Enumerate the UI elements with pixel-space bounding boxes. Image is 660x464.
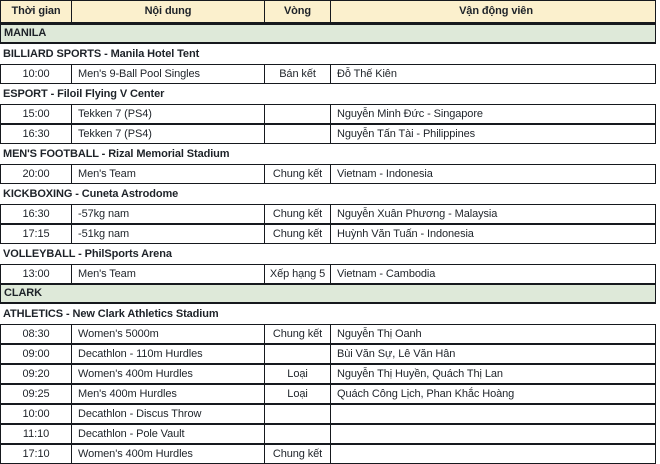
athletes-cell: Quách Công Lịch, Phan Khắc Hoàng bbox=[337, 387, 515, 400]
content-cell: Tekken 7 (PS4) bbox=[72, 105, 265, 123]
round-cell: Chung kết bbox=[265, 165, 331, 183]
time-cell: 10:00 bbox=[1, 405, 72, 423]
content-cell: Men's 9-Ball Pool Singles bbox=[72, 65, 265, 83]
content-cell: Women's 400m Hurdles bbox=[72, 445, 265, 463]
sport-section-row bbox=[0, 44, 656, 64]
athletes-cell bbox=[331, 405, 655, 423]
column-header-content: Nội dung bbox=[72, 1, 265, 22]
schedule-row bbox=[0, 364, 656, 384]
time-cell: 09:25 bbox=[1, 385, 72, 403]
athletes-cell: Nguyễn Thị Oanh bbox=[337, 327, 422, 340]
round-cell bbox=[265, 425, 331, 443]
content-cell: Decathlon - 110m Hurdles bbox=[72, 345, 265, 363]
sport-section-label: KICKBOXING - Cuneta Astrodome bbox=[3, 187, 179, 200]
athletes-cell: Nguyễn Tấn Tài - Philippines bbox=[337, 127, 476, 140]
time-cell: 08:30 bbox=[1, 325, 72, 343]
schedule-body bbox=[0, 24, 656, 464]
athletes-cell: Nguyễn Minh Đức - Singapore bbox=[337, 107, 483, 120]
schedule-row bbox=[0, 264, 656, 284]
region-row bbox=[0, 24, 656, 44]
schedule-row bbox=[0, 344, 656, 364]
time-cell: 17:10 bbox=[1, 445, 72, 463]
content-cell: -51kg nam bbox=[72, 225, 265, 243]
column-header-round: Vòng bbox=[265, 1, 331, 22]
content-cell: Tekken 7 (PS4) bbox=[72, 125, 265, 143]
column-header-time: Thời gian bbox=[1, 1, 72, 22]
region-label: MANILA bbox=[4, 27, 47, 39]
athletes-cell bbox=[331, 445, 655, 463]
time-cell: 17:15 bbox=[1, 225, 72, 243]
sport-section-label: MEN'S FOOTBALL - Rizal Memorial Stadium bbox=[3, 147, 230, 160]
content-cell: Decathlon - Discus Throw bbox=[72, 405, 265, 423]
schedule-row bbox=[0, 224, 656, 244]
time-cell: 20:00 bbox=[1, 165, 72, 183]
schedule-row bbox=[0, 324, 656, 344]
sport-section-row bbox=[0, 84, 656, 104]
content-cell: Women's 5000m bbox=[72, 325, 265, 343]
time-cell: 11:10 bbox=[1, 425, 72, 443]
sport-section-label: VOLLEYBALL - PhilSports Arena bbox=[3, 247, 172, 260]
round-cell: Loại bbox=[265, 365, 331, 383]
time-cell: 15:00 bbox=[1, 105, 72, 123]
athletes-cell: Huỳnh Văn Tuấn - Indonesia bbox=[337, 227, 474, 240]
sport-section-label: ATHLETICS - New Clark Athletics Stadium bbox=[3, 307, 219, 320]
schedule-row bbox=[0, 104, 656, 124]
content-cell: Men's Team bbox=[72, 165, 265, 183]
round-cell bbox=[265, 345, 331, 363]
schedule-row bbox=[0, 404, 656, 424]
content-cell: Men's Team bbox=[72, 265, 265, 283]
content-cell: Men's 400m Hurdles bbox=[72, 385, 265, 403]
athletes-cell bbox=[331, 425, 655, 443]
time-cell: 10:00 bbox=[1, 65, 72, 83]
round-cell: Loại bbox=[265, 385, 331, 403]
region-label: CLARK bbox=[4, 287, 42, 299]
round-cell: Chung kết bbox=[265, 225, 331, 243]
athletes-cell: Nguyễn Thị Huyền, Quách Thị Lan bbox=[337, 367, 503, 380]
round-cell: Chung kết bbox=[265, 205, 331, 223]
sport-section-row bbox=[0, 144, 656, 164]
athletes-cell: Vietnam - Indonesia bbox=[337, 167, 433, 180]
region-row bbox=[0, 284, 656, 304]
column-header-athletes: Vận động viên bbox=[459, 5, 533, 17]
athletes-cell: Vietnam - Cambodia bbox=[337, 267, 436, 280]
schedule-row bbox=[0, 164, 656, 184]
time-cell: 13:00 bbox=[1, 265, 72, 283]
athletes-cell: Đỗ Thế Kiên bbox=[337, 67, 397, 80]
content-cell: Women's 400m Hurdles bbox=[72, 365, 265, 383]
time-cell: 16:30 bbox=[1, 125, 72, 143]
sport-section-row bbox=[0, 304, 656, 324]
round-cell: Xếp hạng 5 bbox=[265, 265, 331, 283]
schedule-row bbox=[0, 384, 656, 404]
round-cell: Chung kết bbox=[265, 325, 331, 343]
round-cell: Bán kết bbox=[265, 65, 331, 83]
time-cell: 09:00 bbox=[1, 345, 72, 363]
sport-section-row bbox=[0, 244, 656, 264]
schedule-row bbox=[0, 64, 656, 84]
round-cell bbox=[265, 105, 331, 123]
sport-section-label: ESPORT - Filoil Flying V Center bbox=[3, 87, 165, 100]
content-cell: Decathlon - Pole Vault bbox=[72, 425, 265, 443]
time-cell: 16:30 bbox=[1, 205, 72, 223]
round-cell: Chung kết bbox=[265, 445, 331, 463]
round-cell bbox=[265, 405, 331, 423]
content-cell: -57kg nam bbox=[72, 205, 265, 223]
sport-section-row bbox=[0, 184, 656, 204]
athletes-cell: Nguyễn Xuân Phương - Malaysia bbox=[337, 207, 498, 220]
schedule-row bbox=[0, 204, 656, 224]
sport-section-label: BILLIARD SPORTS - Manila Hotel Tent bbox=[3, 47, 200, 60]
table-header-row bbox=[0, 0, 656, 24]
schedule-row bbox=[0, 444, 656, 464]
schedule-row bbox=[0, 424, 656, 444]
athletes-cell: Bùi Văn Sự, Lê Văn Hân bbox=[337, 347, 456, 360]
schedule-row bbox=[0, 124, 656, 144]
time-cell: 09:20 bbox=[1, 365, 72, 383]
round-cell bbox=[265, 125, 331, 143]
